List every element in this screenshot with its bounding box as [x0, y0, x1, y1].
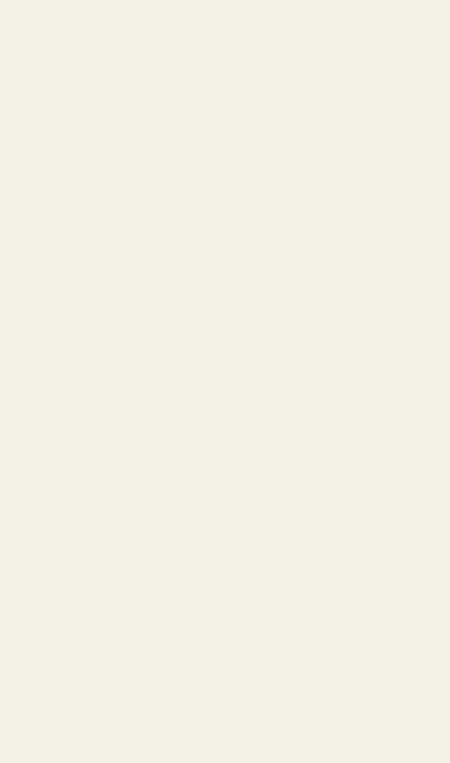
urdu-text-column — [10, 6, 438, 757]
text-line — [10, 555, 438, 589]
text-line — [10, 6, 438, 40]
text-line — [10, 177, 438, 211]
text-line — [10, 246, 438, 280]
text-line — [10, 383, 438, 417]
text-line — [10, 349, 438, 383]
text-line — [10, 726, 438, 760]
text-line — [10, 418, 438, 452]
text-line — [10, 40, 438, 74]
text-line — [10, 315, 438, 349]
text-line — [10, 520, 438, 554]
text-line — [10, 109, 438, 143]
text-line — [10, 212, 438, 246]
text-line — [10, 486, 438, 520]
text-line — [10, 658, 438, 692]
text-line — [10, 280, 438, 314]
text-line — [10, 623, 438, 657]
text-line — [10, 589, 438, 623]
text-line — [10, 452, 438, 486]
text-line — [10, 75, 438, 109]
text-line — [10, 143, 438, 177]
text-line — [10, 692, 438, 726]
